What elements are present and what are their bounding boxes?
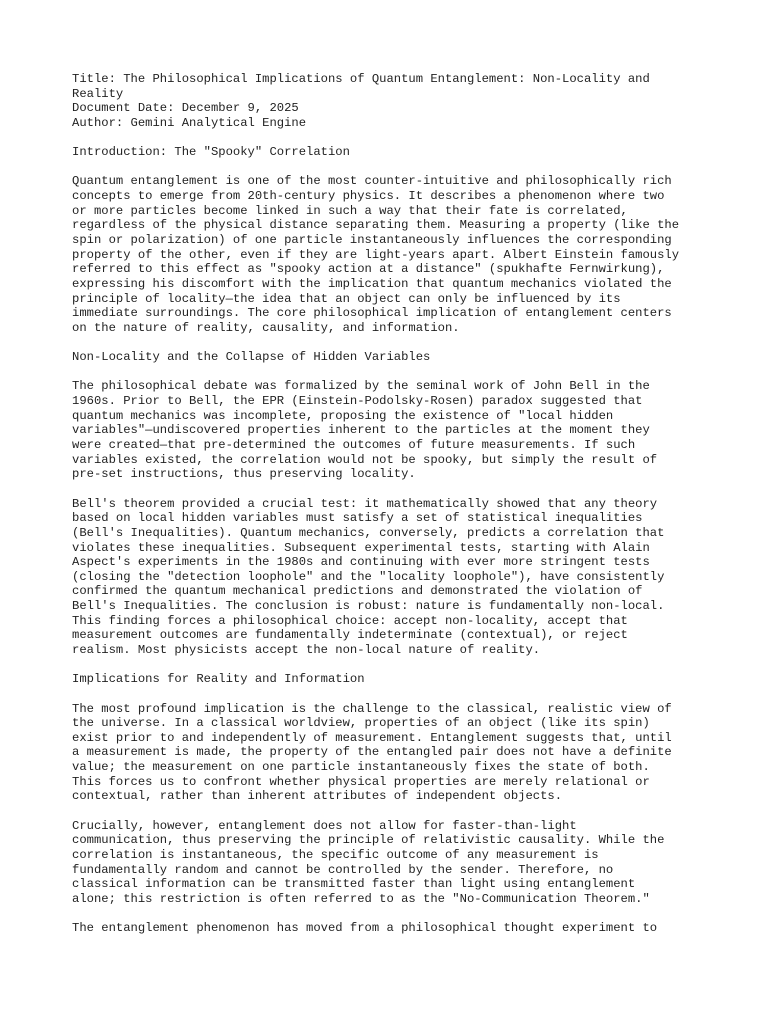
text-line: immediate surroundings. The core philosophical implication of entanglement centers	[72, 306, 672, 321]
text-line: communication, thus preserving the principle of relativistic causality. While the	[72, 833, 665, 848]
text-line: principle of locality—the idea that an object can only be influenced by its	[72, 291, 621, 306]
text-line: Bell's theorem provided a crucial test: it mathematically showed that any theory	[72, 496, 658, 511]
document-title-line-2: Reality	[72, 86, 124, 101]
text-line: variables existed, the correlation would not be spooky, but simply the result of	[72, 452, 658, 467]
paragraph-gap	[72, 658, 712, 673]
paragraph-gap	[72, 482, 712, 497]
text-line: expressing his discomfort with the implication that quantum mechanics violated the	[72, 276, 672, 291]
text-line: concepts to emerge from 20th-century physics. It describes a phenomenon where two	[72, 189, 665, 204]
text-line: This forces us to confront whether physical properties are merely relational or	[72, 774, 650, 789]
text-line: confirmed the quantum mechanical predictions and demonstrated the violation of	[72, 584, 643, 599]
section-heading-implications: Implications for Reality and Information	[72, 672, 365, 687]
document-body	[72, 72, 712, 936]
text-line: a measurement is made, the property of the entangled pair does not have a definite	[72, 745, 672, 760]
text-line: The philosophical debate was formalized by the seminal work of John Bell in the	[72, 379, 650, 394]
text-line: Aspect's experiments in the 1980s and continuing with ever more stringent tests	[72, 555, 650, 570]
paragraph-gap	[72, 687, 712, 702]
paragraph-gap	[72, 131, 712, 146]
text-line: variables"—undiscovered properties inherent to the particles at the moment they	[72, 423, 650, 438]
paragraph-reality	[72, 702, 712, 804]
text-line: regardless of the physical distance separating them. Measuring a property (like the	[72, 218, 680, 233]
text-line: or more particles become linked in such a way that their fate is correlated,	[72, 203, 628, 218]
text-line: This finding forces a philosophical choice: accept non-locality, accept that	[72, 613, 628, 628]
text-line: realism. Most physicists accept the non-local nature of reality.	[72, 642, 541, 657]
text-line: measurement outcomes are fundamentally indeterminate (contextual), or reject	[72, 628, 628, 643]
document-title-line-1: Title: The Philosophical Implications of Quantum Entanglement: Non-Locality and	[72, 72, 650, 86]
paragraph-epr-paradox	[72, 379, 712, 481]
paragraph-gap	[72, 907, 712, 922]
text-line: exist prior to and independently of measurement. Entanglement suggests that, until	[72, 730, 672, 745]
text-line: (Bell's Inequalities). Quantum mechanics, conversely, predicts a correlation that	[72, 525, 665, 540]
paragraph-gap	[72, 336, 712, 351]
text-line: (closing the "detection loophole" and the "locality loophole"), have consistently	[72, 569, 665, 584]
text-line: violates these inequalities. Subsequent experimental tests, starting with Alain	[72, 540, 650, 555]
paragraph-bells-theorem	[72, 497, 712, 658]
document-author: Author: Gemini Analytical Engine	[72, 115, 307, 130]
section-heading-non-locality: Non-Locality and the Collapse of Hidden Variables	[72, 350, 431, 365]
text-line: Bell's Inequalities. The conclusion is robust: nature is fundamentally non-local.	[72, 599, 665, 614]
text-line: property of the other, even if they are light-years apart. Albert Einstein famously	[72, 247, 680, 262]
text-line: value; the measurement on one particle instantaneously fixes the state of both.	[72, 760, 650, 775]
text-line: the universe. In a classical worldview, properties of an object (like its spin)	[72, 716, 650, 731]
paragraph-no-communication	[72, 819, 712, 907]
text-line: spin or polarization) of one particle instantaneously influences the corresponding	[72, 233, 672, 248]
section-heading-introduction: Introduction: The "Spooky" Correlation	[72, 145, 350, 160]
text-line: contextual, rather than inherent attributes of independent objects.	[72, 789, 563, 804]
text-line: based on local hidden variables must satisfy a set of statistical inequalities	[72, 511, 643, 526]
paragraph-gap	[72, 160, 712, 175]
text-line: Quantum entanglement is one of the most counter-intuitive and philosophically rich	[72, 174, 672, 189]
document-date: Document Date: December 9, 2025	[72, 101, 299, 116]
text-line: were created—that pre-determined the outcomes of future measurements. If such	[72, 438, 636, 453]
document-header	[72, 72, 712, 131]
text-line: on the nature of reality, causality, and information.	[72, 320, 460, 335]
text-line: quantum mechanics was incomplete, proposing the existence of "local hidden	[72, 408, 614, 423]
text-line: Crucially, however, entanglement does not allow for faster-than-light	[72, 818, 577, 833]
text-line: The entanglement phenomenon has moved from a philosophical thought experiment to	[72, 921, 658, 936]
text-line: referred to this effect as "spooky action at a distance" (spukhafte Fernwirkung),	[72, 262, 665, 277]
paragraph-gap	[72, 804, 712, 819]
text-line: classical information can be transmitted faster than light using entanglement	[72, 877, 636, 892]
paragraph-gap	[72, 365, 712, 380]
text-line: fundamentally random and cannot be controlled by the sender. Therefore, no	[72, 862, 614, 877]
paragraph-closing	[72, 921, 712, 936]
text-line: pre-set instructions, thus preserving locality.	[72, 467, 416, 482]
text-line: correlation is instantaneous, the specific outcome of any measurement is	[72, 847, 599, 862]
paragraph-introduction	[72, 174, 712, 335]
text-line: alone; this restriction is often referred to as the "No-Communication Theorem."	[72, 891, 650, 906]
text-line: The most profound implication is the challenge to the classical, realistic view of	[72, 701, 672, 716]
text-line: 1960s. Prior to Bell, the EPR (Einstein-Podolsky-Rosen) paradox suggested that	[72, 394, 643, 409]
